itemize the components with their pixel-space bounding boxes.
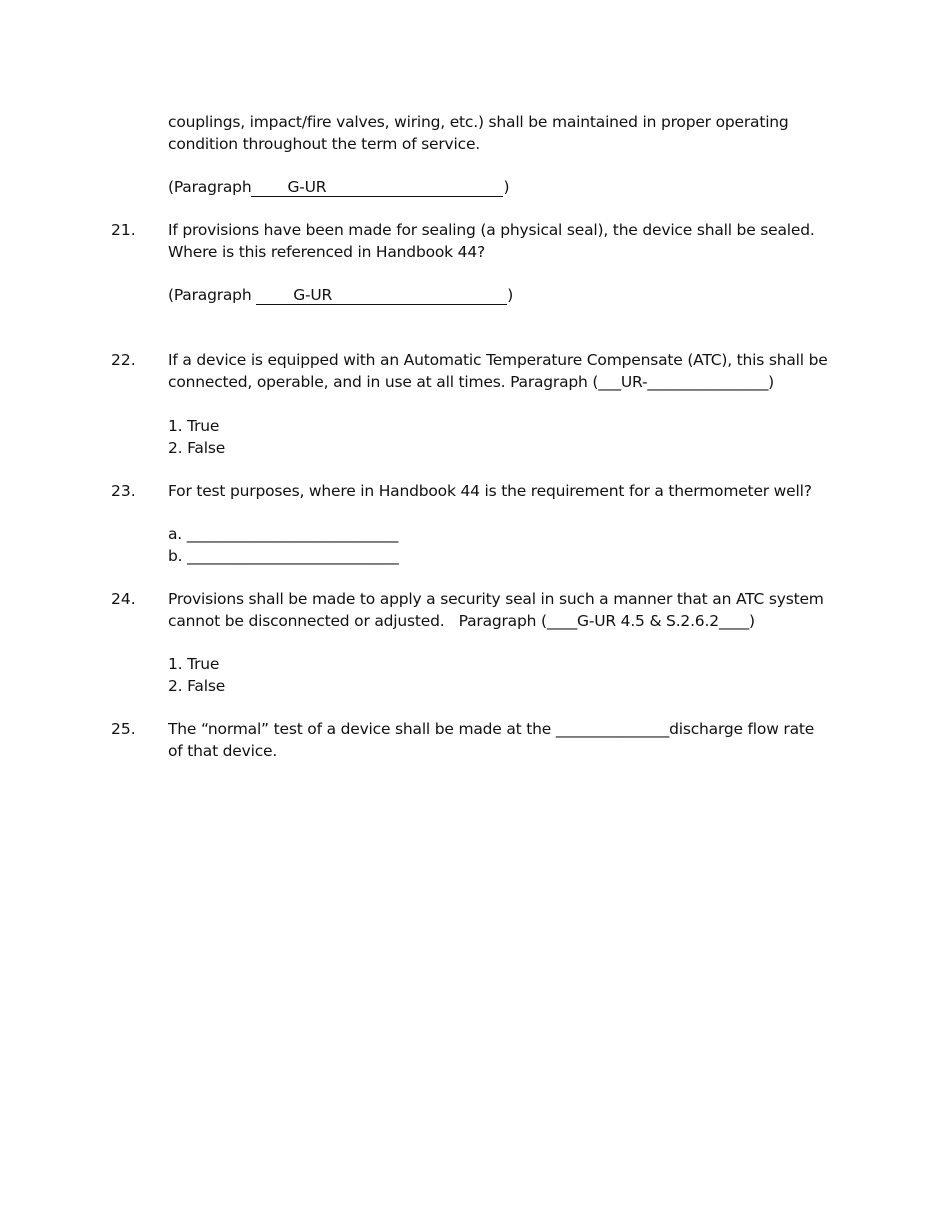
question-23-answers xyxy=(168,524,848,567)
question-number: 23. xyxy=(111,482,136,500)
question-number: 22. xyxy=(111,351,136,369)
question-22-text xyxy=(168,350,848,393)
intro-text xyxy=(168,112,848,155)
question-number: 24. xyxy=(111,590,136,608)
paragraph-prefix: (Paragraph xyxy=(168,286,252,304)
option-true: 1. True xyxy=(168,417,220,435)
question-line-1: If a device is equipped with an Automatic Temperature Compensate (ATC), this shall be xyxy=(168,351,828,369)
intro-line-2: condition throughout the term of service. xyxy=(168,134,481,153)
paragraph-answer-field: G-UR xyxy=(251,178,503,197)
question-line-1: Provisions shall be made to apply a security seal in such a manner that an ATC system xyxy=(168,590,824,608)
question-line-2: connected, operable, and in use at all times. Paragraph (___UR-________________) xyxy=(168,372,775,391)
question-line-1: The “normal” test of a device shall be made at the _______________discharge flow rate xyxy=(168,720,815,738)
question-25-text xyxy=(168,719,848,762)
question-number: 25. xyxy=(111,720,136,738)
paragraph-suffix: ) xyxy=(503,178,510,196)
paragraph-prefix: (Paragraph xyxy=(168,178,252,196)
question-line-2: cannot be disconnected or adjusted. Paragraph (____G-UR 4.5 & S.2.6.2____) xyxy=(168,611,755,630)
question-22-options xyxy=(168,416,848,459)
question-line-2: of that device. xyxy=(168,741,278,760)
option-false: 2. False xyxy=(168,676,226,695)
question-21-paragraph-ref xyxy=(168,285,848,307)
intro-paragraph-ref xyxy=(168,177,848,199)
question-23-text xyxy=(168,481,848,503)
paragraph-suffix: ) xyxy=(507,286,514,304)
question-24-options xyxy=(168,654,848,697)
intro-line-1: couplings, impact/fire valves, wiring, etc.) shall be maintained in proper operating xyxy=(168,113,789,131)
question-line-2: Where is this referenced in Handbook 44? xyxy=(168,242,486,261)
question-number: 21. xyxy=(111,221,136,239)
question-line-1: For test purposes, where in Handbook 44 is the requirement for a thermometer well? xyxy=(168,482,812,500)
answer-blank-b: b. ____________________________ xyxy=(168,546,399,565)
option-false: 2. False xyxy=(168,438,226,457)
question-line-1: If provisions have been made for sealing (a physical seal), the device shall be sealed. xyxy=(168,221,815,239)
paragraph-answer-field: G-UR xyxy=(256,286,507,305)
question-21-text xyxy=(168,220,848,263)
option-true: 1. True xyxy=(168,655,220,673)
answer-blank-a: a. ____________________________ xyxy=(168,525,399,543)
question-24-text xyxy=(168,589,848,632)
